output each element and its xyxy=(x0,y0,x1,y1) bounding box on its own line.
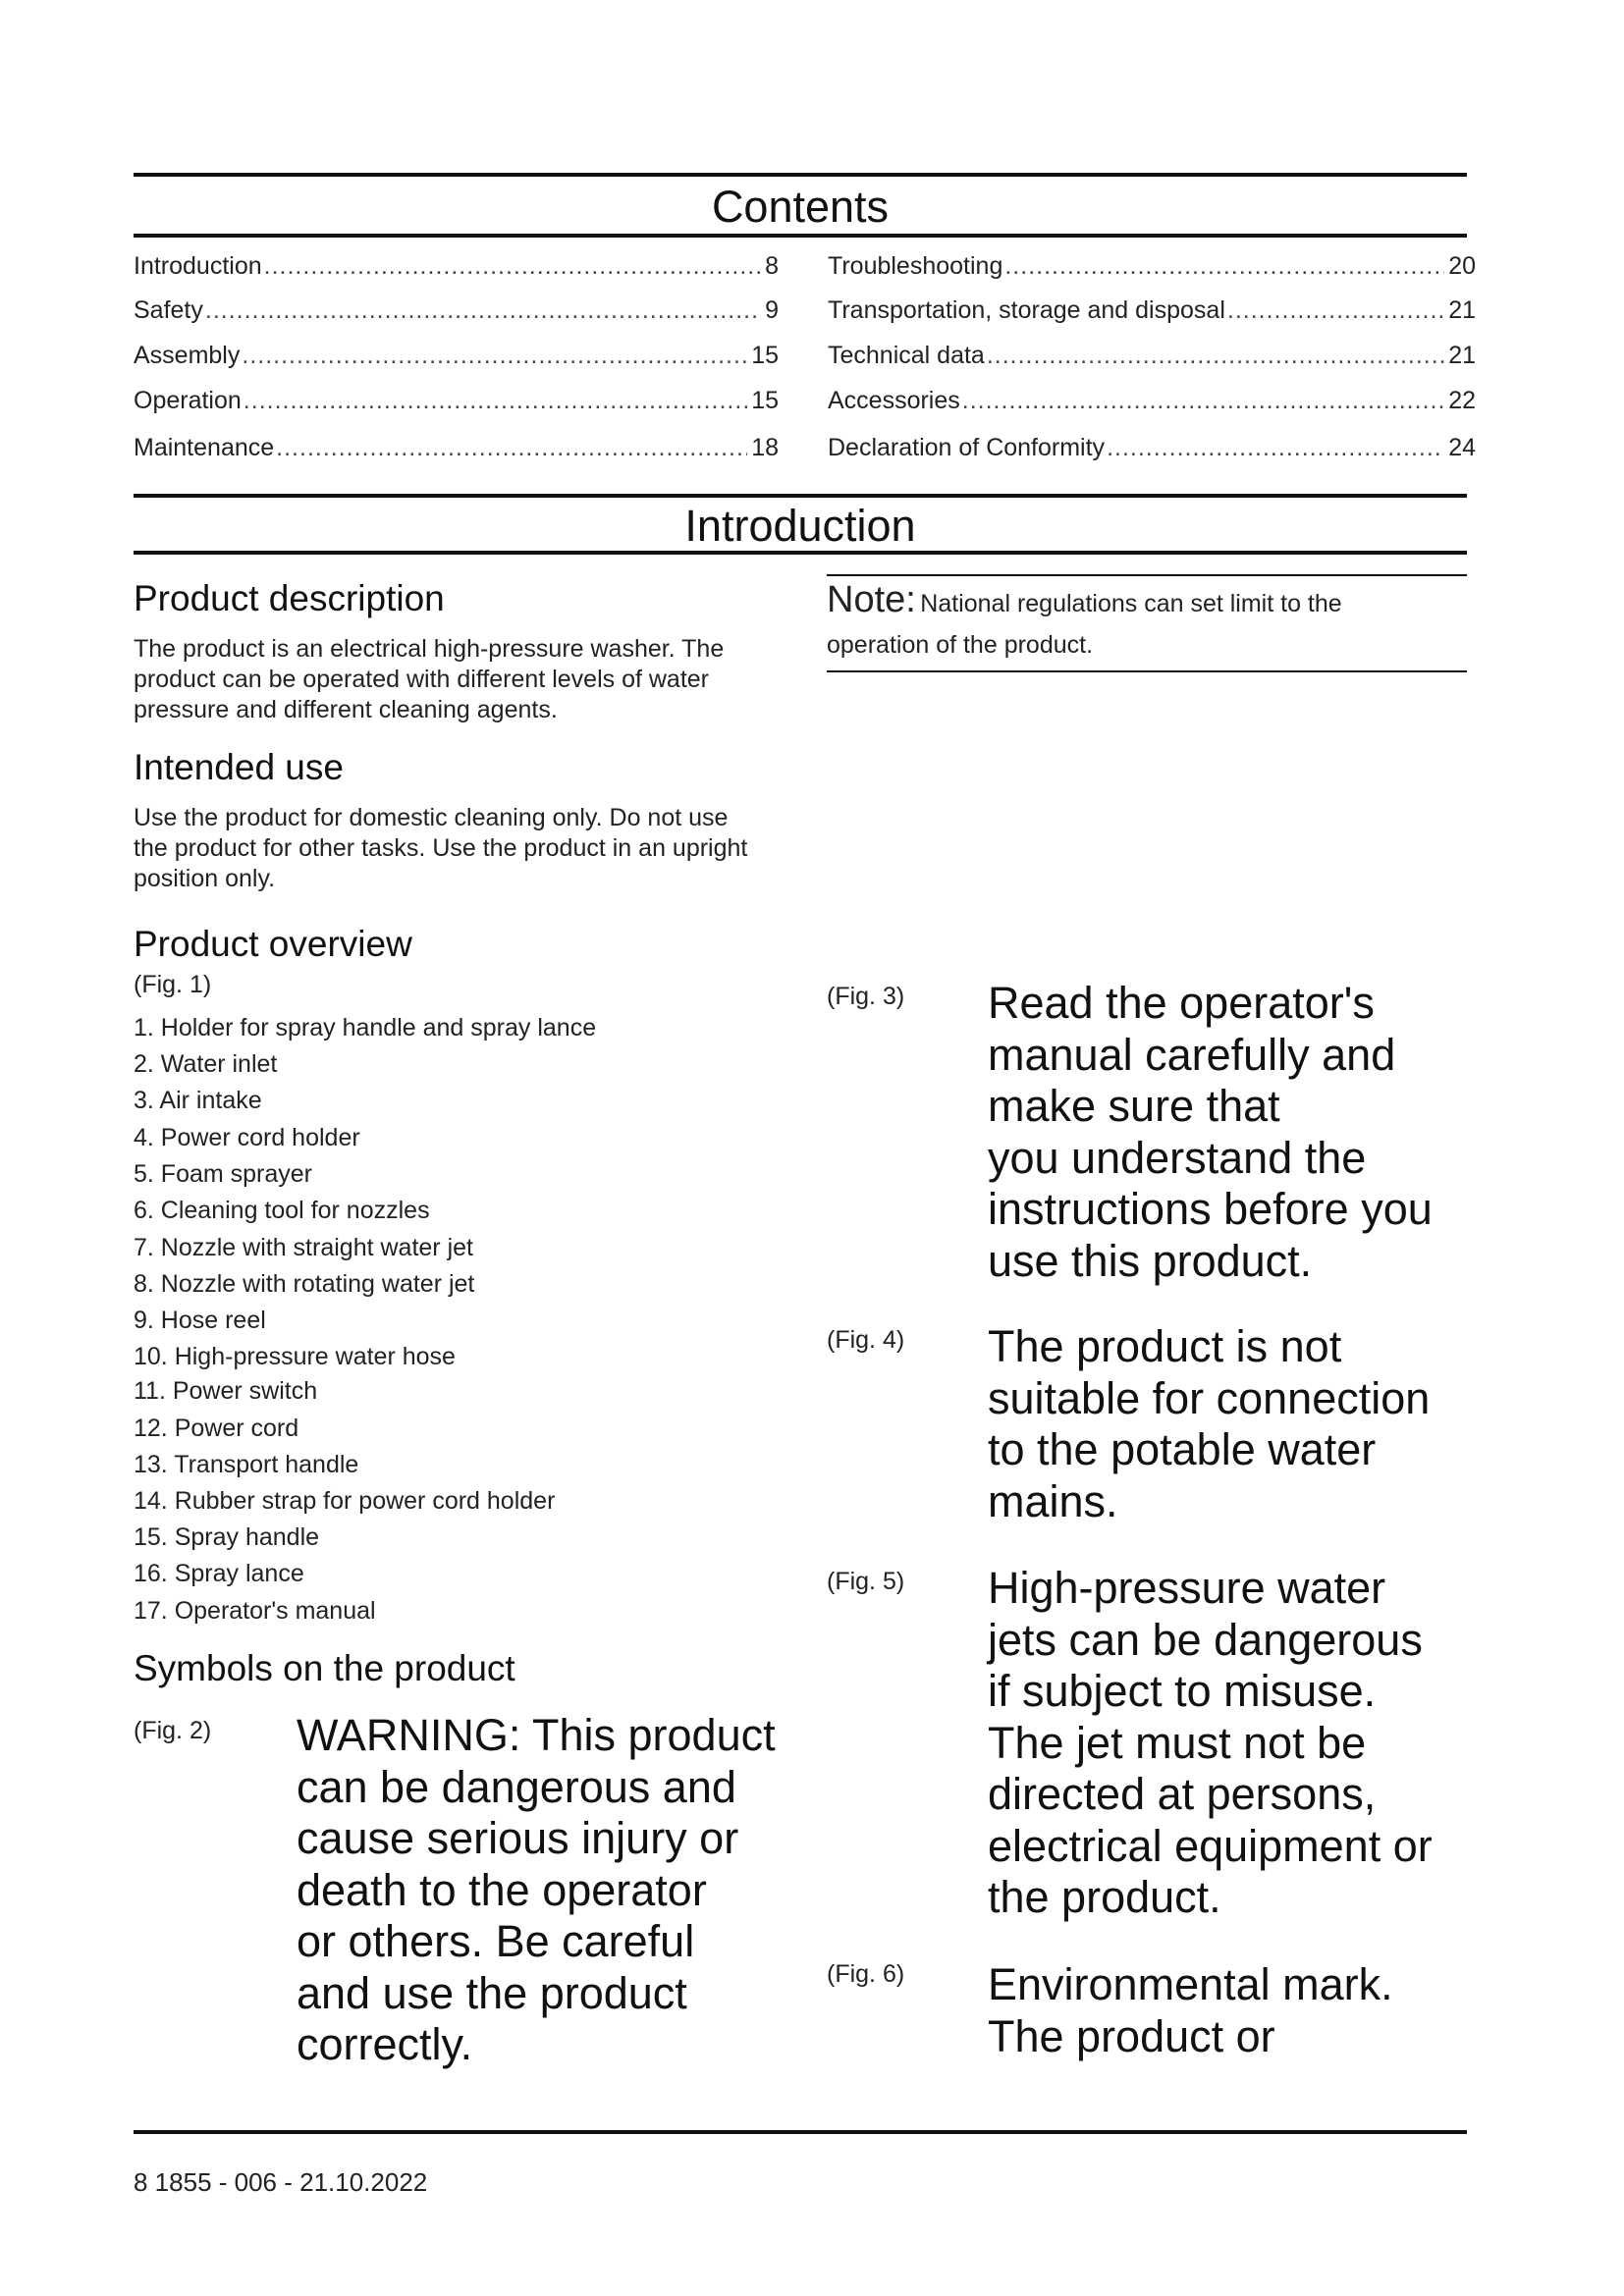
fig-4-reference: (Fig. 4) xyxy=(827,1326,905,1354)
toc-leader-dots xyxy=(1107,433,1444,462)
fig-2-warning-line: cause serious injury or xyxy=(297,1813,739,1863)
toc-entry-label: Technical data xyxy=(828,342,985,369)
toc-entry xyxy=(828,251,1476,281)
toc-entry xyxy=(134,433,779,462)
introduction-title: Introduction xyxy=(684,501,916,551)
toc-leader-dots xyxy=(244,386,747,415)
product-overview-item: 7. Nozzle with straight water jet xyxy=(134,1234,473,1261)
fig-5-line: High-pressure water xyxy=(988,1563,1386,1613)
toc-entry-page: 8 xyxy=(765,252,779,280)
fig-2-warning-line: can be dangerous and xyxy=(297,1761,736,1812)
product-overview-item: 4. Power cord holder xyxy=(134,1124,360,1151)
toc-entry xyxy=(134,386,779,415)
note-top-rule xyxy=(827,574,1467,576)
toc-entry-page: 9 xyxy=(765,296,779,324)
toc-leader-dots xyxy=(1227,295,1444,325)
product-overview-item: 11. Power switch xyxy=(134,1377,318,1405)
toc-entry-page: 22 xyxy=(1448,387,1476,414)
fig-5-line: the product. xyxy=(988,1872,1221,1922)
product-overview-item: 15. Spray handle xyxy=(134,1523,320,1551)
product-overview-item: 12. Power cord xyxy=(134,1415,299,1442)
product-overview-item: 1. Holder for spray handle and spray lance xyxy=(134,1014,597,1041)
fig-6-line: The product or xyxy=(988,2010,1275,2061)
fig-5-reference: (Fig. 5) xyxy=(827,1568,905,1595)
product-overview-item: 9. Hose reel xyxy=(134,1307,266,1334)
product-overview-item: 5. Foam sprayer xyxy=(134,1160,313,1188)
symbols-heading: Symbols on the product xyxy=(134,1648,515,1688)
product-overview-heading: Product overview xyxy=(134,924,412,964)
fig-5-line: if subject to misuse. xyxy=(988,1666,1377,1716)
note-box xyxy=(827,579,1467,662)
product-overview-item: 17. Operator's manual xyxy=(134,1597,376,1625)
product-overview-item: 8. Nozzle with rotating water jet xyxy=(134,1270,475,1298)
toc-entry-page: 21 xyxy=(1448,296,1476,324)
product-overview-item: 3. Air intake xyxy=(134,1087,262,1114)
fig-5-line: directed at persons, xyxy=(988,1769,1377,1819)
product-overview-item: 6. Cleaning tool for nozzles xyxy=(134,1197,430,1224)
toc-entry-page: 18 xyxy=(751,434,779,461)
fig-3-line: manual carefully and xyxy=(988,1029,1396,1080)
fig-5-line: The jet must not be xyxy=(988,1717,1367,1768)
toc-entry xyxy=(828,341,1476,370)
toc-entry-label: Accessories xyxy=(828,387,960,414)
page-footer: 8 1855 - 006 - 21.10.2022 xyxy=(134,2167,428,2197)
toc-entry-label: Assembly xyxy=(134,342,241,369)
intended-use-heading: Intended use xyxy=(134,747,344,787)
fig-3-line: Read the operator's xyxy=(988,978,1375,1028)
toc-entry xyxy=(828,295,1476,325)
fig-4-line: suitable for connection xyxy=(988,1372,1431,1423)
toc-leader-dots xyxy=(242,341,747,370)
note-label: Note: xyxy=(827,579,916,620)
fig-4-line: mains. xyxy=(988,1475,1118,1526)
toc-leader-dots xyxy=(276,433,747,462)
fig-3-line: instructions before you xyxy=(988,1184,1433,1234)
toc-entry-label: Transportation, storage and disposal xyxy=(828,296,1225,324)
contents-top-rule xyxy=(134,173,1467,177)
product-description-line: pressure and different cleaning agents. xyxy=(134,696,558,723)
fig-3-reference: (Fig. 3) xyxy=(827,983,905,1010)
fig-4-line: The product is not xyxy=(988,1321,1342,1371)
fig-6-title: Environmental mark. xyxy=(988,1959,1393,2009)
toc-entry xyxy=(828,433,1476,462)
toc-entry-label: Introduction xyxy=(134,252,262,280)
intended-use-line: position only. xyxy=(134,865,276,892)
product-overview-item: 2. Water inlet xyxy=(134,1050,278,1078)
fig-2-reference: (Fig. 2) xyxy=(134,1717,212,1744)
toc-entry xyxy=(134,295,779,325)
fig-5-line: jets can be dangerous xyxy=(988,1614,1423,1665)
product-overview-item: 10. High-pressure water hose xyxy=(134,1343,456,1370)
toc-entry-label: Declaration of Conformity xyxy=(828,434,1106,461)
toc-leader-dots xyxy=(205,295,761,325)
contents-title: Contents xyxy=(711,182,890,232)
toc-leader-dots xyxy=(264,251,761,281)
footer-rule xyxy=(134,2130,1467,2134)
fig-3-line: make sure that xyxy=(988,1081,1280,1131)
fig-2-warning-line: correctly. xyxy=(297,2019,473,2069)
toc-entry-page: 20 xyxy=(1448,252,1476,280)
toc-entry xyxy=(828,386,1476,415)
fig-1-reference: (Fig. 1) xyxy=(134,971,212,998)
product-description-line: The product is an electrical high-pressure washer. The xyxy=(134,635,725,663)
fig-4-line: to the potable water xyxy=(988,1424,1377,1474)
fig-2-warning-line: death to the operator xyxy=(297,1864,707,1915)
toc-entry-page: 15 xyxy=(751,342,779,369)
contents-bottom-rule xyxy=(134,234,1467,238)
introduction-bottom-rule xyxy=(134,551,1467,555)
toc-entry xyxy=(134,341,779,370)
toc-entry-label: Maintenance xyxy=(134,434,275,461)
introduction-top-rule xyxy=(134,494,1467,498)
note-bottom-rule xyxy=(827,670,1467,672)
product-overview-item: 13. Transport handle xyxy=(134,1451,359,1478)
product-overview-item: 14. Rubber strap for power cord holder xyxy=(134,1487,556,1515)
fig-3-line: use this product. xyxy=(988,1235,1313,1286)
toc-entry xyxy=(134,251,779,281)
product-description-heading: Product description xyxy=(134,578,445,618)
note-text-line-1: National regulations can set limit to the xyxy=(920,590,1342,617)
fig-2-warning-line: and use the product xyxy=(297,1967,687,2018)
toc-leader-dots xyxy=(1004,251,1444,281)
intended-use-line: Use the product for domestic cleaning only. Do not use xyxy=(134,804,729,831)
toc-leader-dots xyxy=(987,341,1444,370)
fig-3-line: you understand the xyxy=(988,1132,1367,1183)
fig-5-line: electrical equipment or xyxy=(988,1820,1433,1871)
toc-entry-label: Troubleshooting xyxy=(828,252,1003,280)
fig-2-warning-line: or others. Be careful xyxy=(297,1916,695,1966)
toc-entry-page: 21 xyxy=(1448,342,1476,369)
intended-use-line: the product for other tasks. Use the product in an upright xyxy=(134,834,748,862)
note-text-line-2: operation of the product. xyxy=(827,631,1094,659)
fig-6-reference: (Fig. 6) xyxy=(827,1960,905,1988)
toc-entry-label: Safety xyxy=(134,296,203,324)
fig-2-warning-line: WARNING: This product xyxy=(297,1710,776,1760)
toc-entry-page: 15 xyxy=(751,387,779,414)
toc-leader-dots xyxy=(962,386,1444,415)
product-overview-item: 16. Spray lance xyxy=(134,1560,304,1587)
toc-entry-page: 24 xyxy=(1448,434,1476,461)
toc-entry-label: Operation xyxy=(134,387,242,414)
product-description-line: product can be operated with different levels of water xyxy=(134,666,709,693)
